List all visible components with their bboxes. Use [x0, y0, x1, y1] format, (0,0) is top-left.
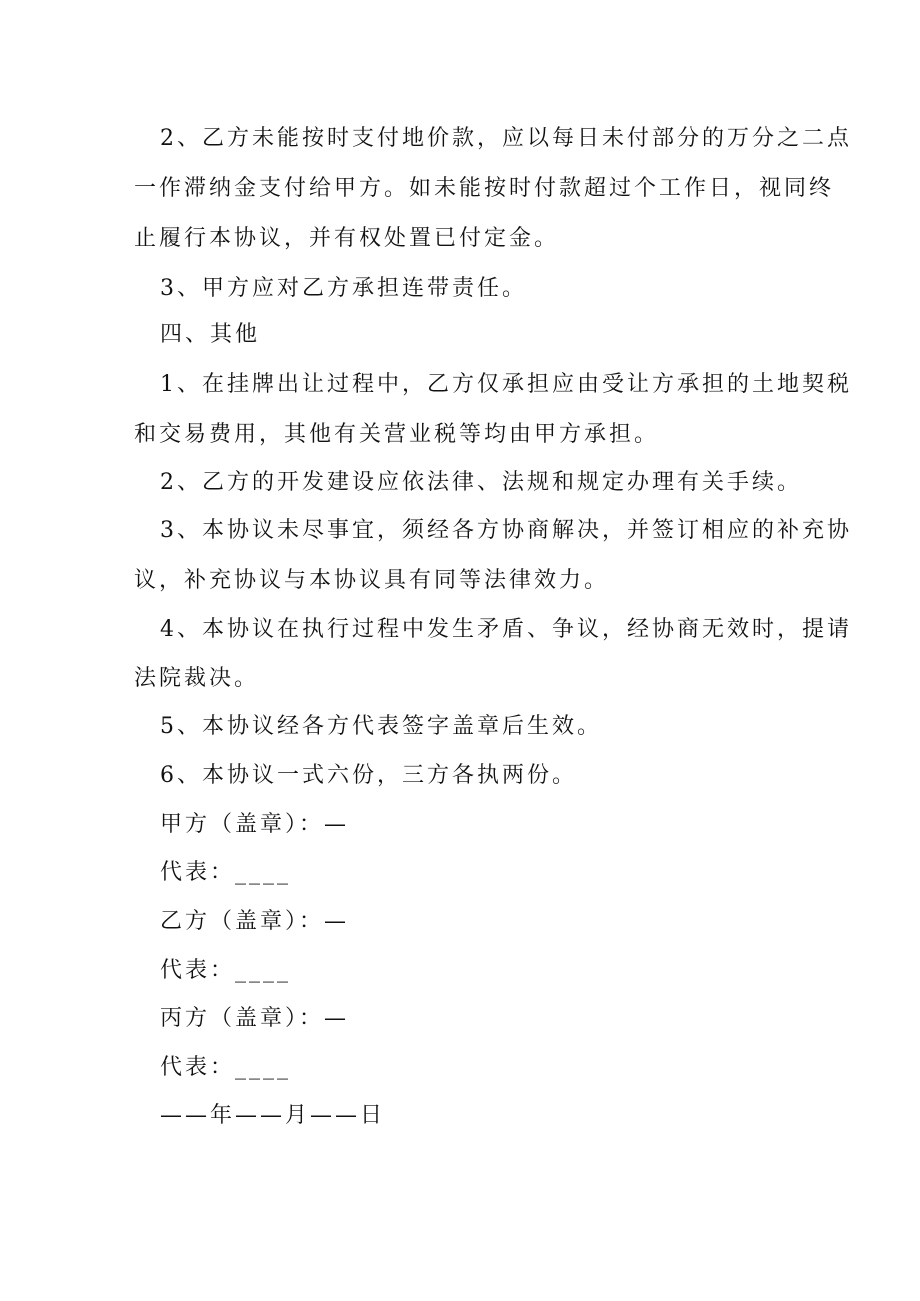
- clause-2-line-2: 一作滞纳金支付给甲方。如未能按时付款超过个工作日，视同终: [134, 176, 835, 201]
- clause-2-line-3: 止履行本协议，并有权处置已付定金。: [134, 226, 560, 251]
- clause-3: 3、甲方应对乙方承担连带责任。: [160, 276, 527, 301]
- party-a-representative: 代表：____: [160, 860, 292, 885]
- other-clause-4-line-2: 法院裁决。: [134, 666, 260, 691]
- other-clause-4-line-1: 4、本协议在执行过程中发生矛盾、争议，经协商无效时，提请: [160, 617, 852, 642]
- other-clause-3-line-2: 议，补充协议与本协议具有同等法律效力。: [134, 568, 610, 593]
- other-clause-3-line-1: 3、本协议未尽事宜，须经各方协商解决，并签订相应的补充协: [160, 518, 852, 543]
- party-a-seal: 甲方（盖章）：—: [160, 812, 350, 837]
- other-clause-5: 5、本协议经各方代表签字盖章后生效。: [160, 714, 602, 739]
- other-clause-2: 2、乙方的开发建设应依法律、法规和规定办理有关手续。: [160, 470, 802, 495]
- other-clause-1-line-2: 和交易费用，其他有关营业税等均由甲方承担。: [134, 422, 660, 447]
- clause-2-line-1: 2、乙方未能按时支付地价款，应以每日未付部分的万分之二点: [160, 126, 852, 151]
- party-b-representative: 代表：____: [160, 958, 292, 983]
- other-clause-6: 6、本协议一式六份，三方各执两份。: [160, 763, 577, 788]
- other-clause-1-line-1: 1、在挂牌出让过程中，乙方仅承担应由受让方承担的土地契税: [160, 372, 852, 397]
- party-c-representative: 代表：____: [160, 1055, 292, 1080]
- section-heading-other: 四、其他: [160, 322, 261, 347]
- party-b-seal: 乙方（盖章）：—: [160, 909, 350, 934]
- date-line: ——年——月——日: [160, 1103, 386, 1128]
- party-c-seal: 丙方（盖章）：—: [160, 1006, 350, 1031]
